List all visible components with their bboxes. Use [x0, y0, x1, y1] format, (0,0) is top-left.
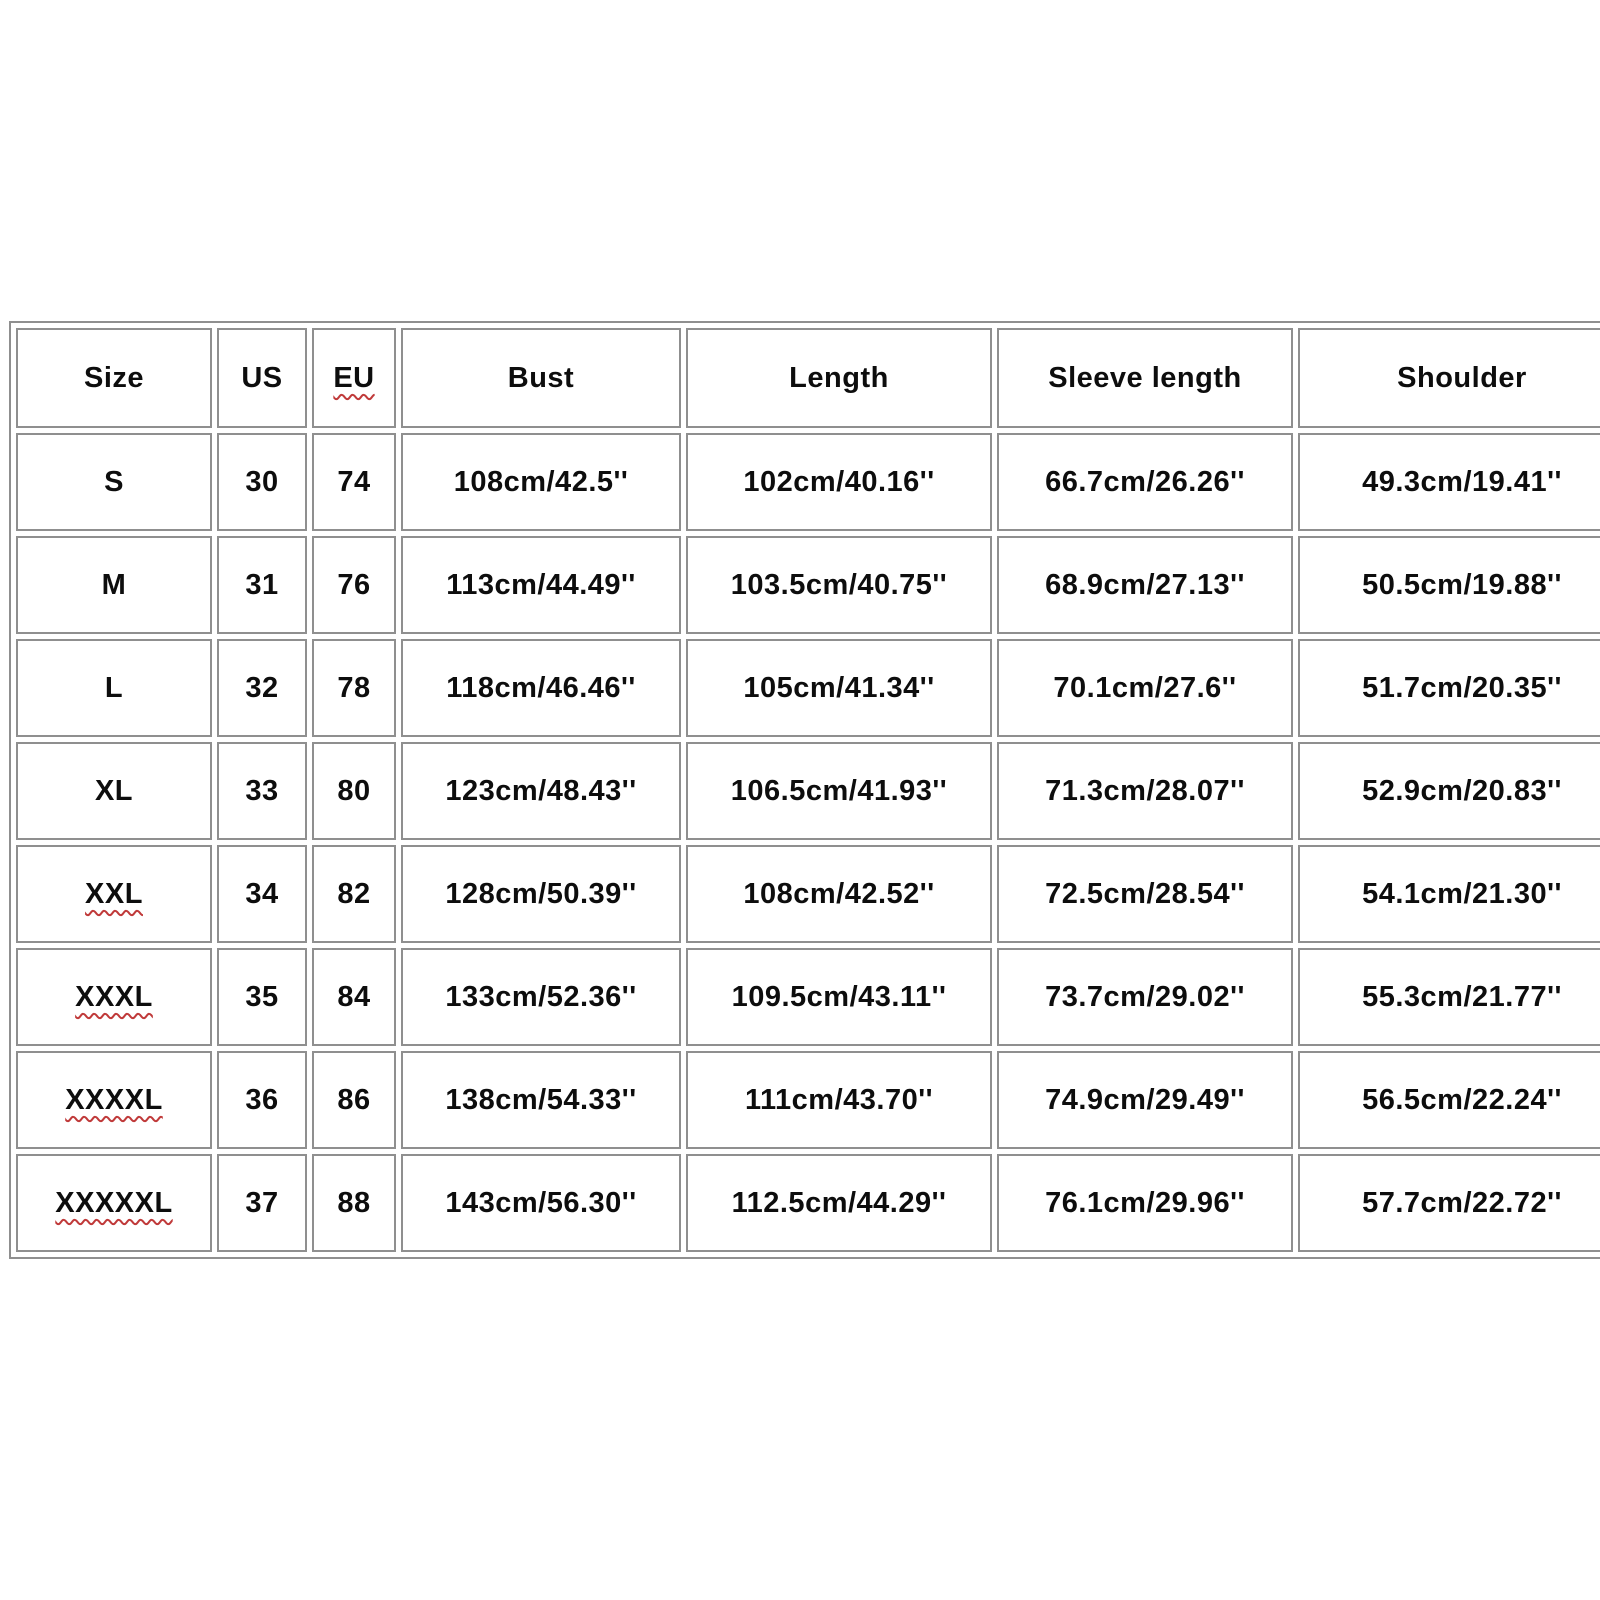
- cell-us: [217, 536, 307, 634]
- cell-size: [16, 433, 212, 531]
- cell-value: 76: [337, 568, 371, 601]
- column-header-label: US: [241, 361, 283, 394]
- column-header-label: Length: [789, 361, 889, 394]
- cell-size: [16, 948, 212, 1046]
- cell-eu: [312, 742, 396, 840]
- cell-value: 106.5cm/41.93'': [730, 774, 948, 807]
- cell-shoulder: [1298, 742, 1600, 840]
- cell-length: [686, 639, 992, 737]
- cell-value: 30: [245, 465, 279, 498]
- cell-sleeve-length: [997, 948, 1293, 1046]
- column-header-length: [686, 328, 992, 428]
- cell-us: [217, 433, 307, 531]
- cell-value: 108cm/42.52'': [743, 877, 935, 910]
- table-row: [16, 536, 1600, 634]
- cell-value: 54.1cm/21.30'': [1362, 877, 1562, 910]
- column-header-us: [217, 328, 307, 428]
- cell-value: 82: [337, 877, 371, 910]
- cell-length: [686, 742, 992, 840]
- cell-us: [217, 742, 307, 840]
- cell-value: 32: [245, 671, 279, 704]
- cell-value: 68.9cm/27.13'': [1045, 568, 1245, 601]
- cell-bust: [401, 742, 681, 840]
- cell-value: XL: [94, 774, 134, 807]
- cell-value: 78: [337, 671, 371, 704]
- cell-value: 74.9cm/29.49'': [1045, 1083, 1245, 1116]
- cell-value: 109.5cm/43.11'': [731, 980, 947, 1013]
- cell-sleeve-length: [997, 1051, 1293, 1149]
- cell-sleeve-length: [997, 536, 1293, 634]
- cell-value: XXXXL: [65, 1083, 163, 1116]
- cell-value: 71.3cm/28.07'': [1045, 774, 1245, 807]
- cell-shoulder: [1298, 845, 1600, 943]
- cell-value: 57.7cm/22.72'': [1362, 1186, 1562, 1219]
- cell-us: [217, 1154, 307, 1252]
- cell-value: 102cm/40.16'': [743, 465, 935, 498]
- cell-bust: [401, 1051, 681, 1149]
- cell-value: 111cm/43.70'': [744, 1083, 934, 1116]
- cell-shoulder: [1298, 1154, 1600, 1252]
- cell-value: 138cm/54.33'': [445, 1083, 637, 1116]
- column-header-label: Shoulder: [1397, 361, 1527, 394]
- cell-value: 52.9cm/20.83'': [1362, 774, 1562, 807]
- cell-value: 31: [245, 568, 279, 601]
- cell-value: 33: [245, 774, 279, 807]
- cell-value: 123cm/48.43'': [445, 774, 637, 807]
- cell-value: 128cm/50.39'': [445, 877, 637, 910]
- column-header-label: Bust: [507, 361, 575, 394]
- cell-shoulder: [1298, 433, 1600, 531]
- cell-value: L: [104, 671, 124, 704]
- table-row: [16, 639, 1600, 737]
- cell-sleeve-length: [997, 1154, 1293, 1252]
- cell-length: [686, 1154, 992, 1252]
- cell-value: 70.1cm/27.6'': [1053, 671, 1237, 704]
- cell-length: [686, 1051, 992, 1149]
- cell-value: 66.7cm/26.26'': [1045, 465, 1245, 498]
- cell-length: [686, 948, 992, 1046]
- cell-sleeve-length: [997, 639, 1293, 737]
- cell-bust: [401, 433, 681, 531]
- cell-size: [16, 742, 212, 840]
- cell-value: 73.7cm/29.02'': [1045, 980, 1245, 1013]
- table-row: [16, 742, 1600, 840]
- cell-value: 34: [245, 877, 279, 910]
- cell-value: 55.3cm/21.77'': [1362, 980, 1562, 1013]
- table-body: [16, 433, 1600, 1252]
- cell-value: 35: [245, 980, 279, 1013]
- cell-us: [217, 948, 307, 1046]
- column-header-size: [16, 328, 212, 428]
- table-row: [16, 433, 1600, 531]
- cell-length: [686, 536, 992, 634]
- cell-eu: [312, 1154, 396, 1252]
- cell-eu: [312, 948, 396, 1046]
- cell-value: M: [101, 568, 127, 601]
- cell-shoulder: [1298, 639, 1600, 737]
- column-header-eu: [312, 328, 396, 428]
- cell-value: 108cm/42.5'': [453, 465, 629, 498]
- cell-us: [217, 639, 307, 737]
- cell-eu: [312, 845, 396, 943]
- cell-value: 76.1cm/29.96'': [1045, 1186, 1245, 1219]
- cell-value: 50.5cm/19.88'': [1362, 568, 1562, 601]
- cell-value: 56.5cm/22.24'': [1362, 1083, 1562, 1116]
- cell-value: 86: [337, 1083, 371, 1116]
- cell-shoulder: [1298, 1051, 1600, 1149]
- table-row: [16, 948, 1600, 1046]
- table-row: [16, 845, 1600, 943]
- cell-value: 105cm/41.34'': [743, 671, 935, 704]
- cell-value: 113cm/44.49'': [446, 568, 636, 601]
- cell-size: [16, 1154, 212, 1252]
- header-row: [16, 328, 1600, 428]
- cell-eu: [312, 536, 396, 634]
- cell-shoulder: [1298, 536, 1600, 634]
- column-header-bust: [401, 328, 681, 428]
- column-header-label: Sleeve length: [1048, 361, 1242, 394]
- cell-value: 133cm/52.36'': [445, 980, 637, 1013]
- column-header-label: EU: [333, 361, 375, 394]
- column-header-shoulder: [1298, 328, 1600, 428]
- cell-value: 37: [245, 1186, 279, 1219]
- cell-value: S: [104, 465, 124, 498]
- size-chart: [9, 321, 1591, 1241]
- cell-value: XXL: [85, 877, 143, 910]
- cell-eu: [312, 1051, 396, 1149]
- cell-sleeve-length: [997, 433, 1293, 531]
- cell-eu: [312, 639, 396, 737]
- cell-bust: [401, 1154, 681, 1252]
- cell-length: [686, 433, 992, 531]
- cell-length: [686, 845, 992, 943]
- table-row: [16, 1154, 1600, 1252]
- cell-value: 84: [337, 980, 371, 1013]
- cell-value: 103.5cm/40.75'': [730, 568, 948, 601]
- cell-shoulder: [1298, 948, 1600, 1046]
- cell-value: 80: [337, 774, 371, 807]
- cell-bust: [401, 948, 681, 1046]
- cell-bust: [401, 845, 681, 943]
- cell-size: [16, 1051, 212, 1149]
- cell-value: 74: [337, 465, 371, 498]
- cell-eu: [312, 433, 396, 531]
- cell-us: [217, 845, 307, 943]
- column-header-label: Size: [83, 361, 145, 394]
- table-row: [16, 1051, 1600, 1149]
- cell-value: 118cm/46.46'': [446, 671, 636, 704]
- cell-bust: [401, 639, 681, 737]
- size-chart-table: [9, 321, 1600, 1259]
- cell-sleeve-length: [997, 845, 1293, 943]
- cell-bust: [401, 536, 681, 634]
- cell-value: 49.3cm/19.41'': [1362, 465, 1562, 498]
- cell-size: [16, 536, 212, 634]
- cell-value: 72.5cm/28.54'': [1045, 877, 1245, 910]
- cell-value: XXXXXL: [55, 1186, 173, 1219]
- cell-value: 112.5cm/44.29'': [731, 1186, 947, 1219]
- cell-us: [217, 1051, 307, 1149]
- cell-value: 51.7cm/20.35'': [1362, 671, 1562, 704]
- cell-sleeve-length: [997, 742, 1293, 840]
- cell-value: 88: [337, 1186, 371, 1219]
- cell-value: 143cm/56.30'': [445, 1186, 637, 1219]
- cell-size: [16, 845, 212, 943]
- column-header-sleeve-length: [997, 328, 1293, 428]
- cell-size: [16, 639, 212, 737]
- cell-value: 36: [245, 1083, 279, 1116]
- cell-value: XXXL: [75, 980, 153, 1013]
